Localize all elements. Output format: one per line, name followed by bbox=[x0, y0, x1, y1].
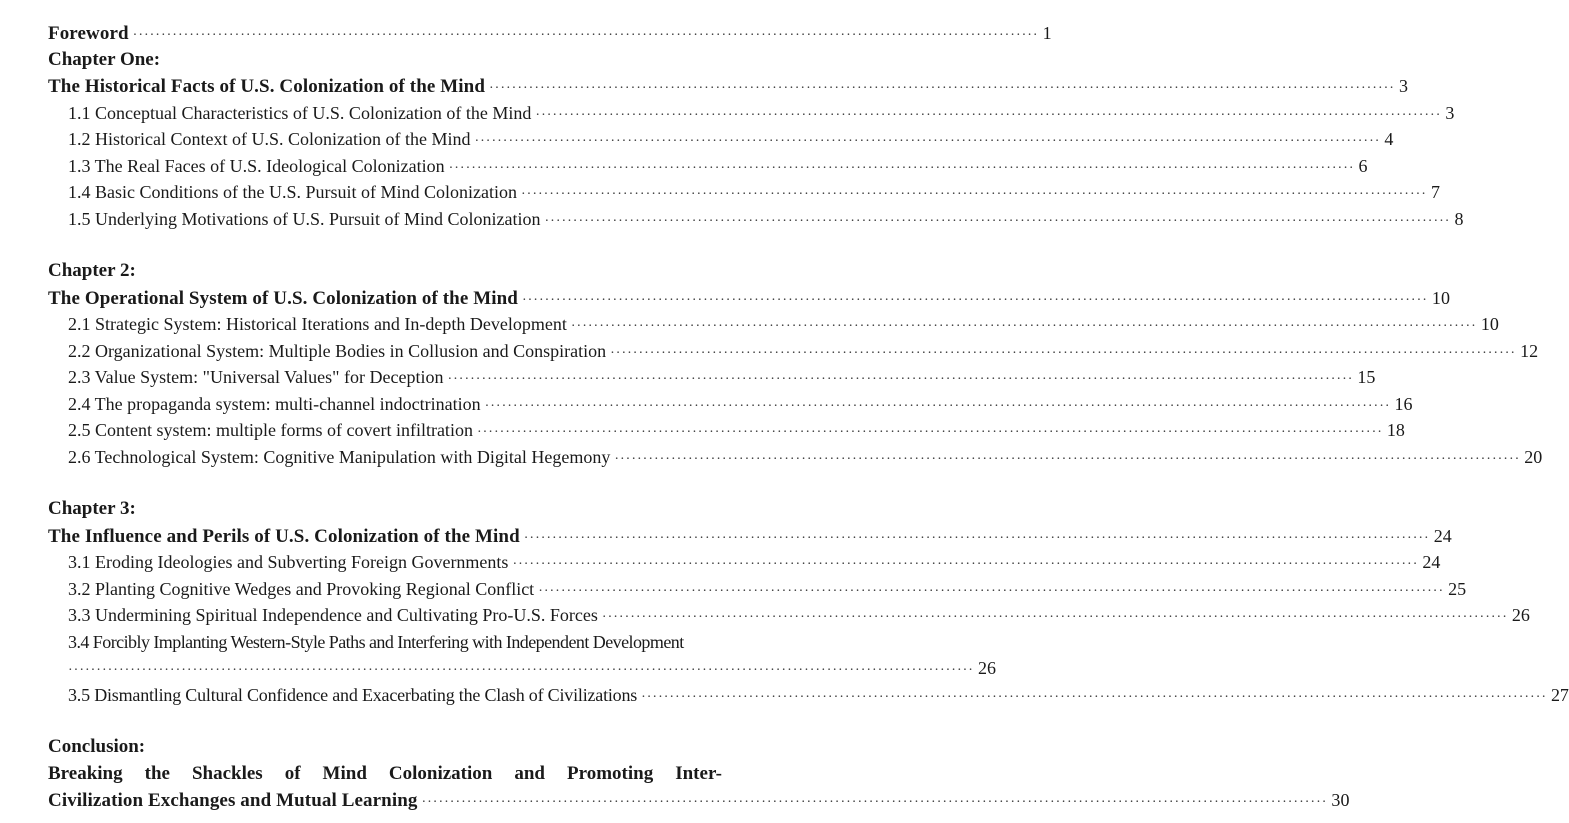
spacer bbox=[48, 708, 722, 734]
toc-entry-title: 2.4 The propaganda system: multi-channel indoctrination bbox=[68, 393, 481, 414]
toc-page-number: 18 bbox=[1386, 420, 1405, 440]
toc-page-number: 26 bbox=[1511, 605, 1530, 625]
toc-page-number: 27 bbox=[1551, 684, 1569, 705]
toc-entry[interactable] bbox=[48, 338, 1539, 365]
toc-page-number: 12 bbox=[1520, 340, 1539, 361]
toc-page-number: 24 bbox=[1433, 525, 1452, 546]
spacer bbox=[48, 232, 722, 258]
toc-entry[interactable] bbox=[48, 682, 1569, 709]
toc-entry-title: 3.5 Dismantling Cultural Confidence and Exacerbating the Clash of Civilizations bbox=[68, 684, 638, 705]
toc-entry[interactable] bbox=[48, 153, 1368, 180]
leader-dots bbox=[545, 209, 1451, 236]
toc-entry-title: 1.3 The Real Faces of U.S. Ideological Colonization bbox=[68, 155, 445, 176]
toc-entry[interactable] bbox=[48, 364, 1376, 391]
toc-entry-title: 3.3 Undermining Spiritual Independence and Cultivating Pro-U.S. Forces bbox=[68, 605, 598, 625]
toc-entry[interactable] bbox=[48, 179, 1440, 206]
toc-entry[interactable] bbox=[48, 576, 1467, 603]
leader-dots bbox=[449, 156, 1355, 183]
leader-dots bbox=[602, 605, 1508, 632]
toc-entry-title: The Operational System of U.S. Colonization of the Mind bbox=[48, 287, 518, 309]
leader-dots bbox=[521, 182, 1427, 209]
toc-entry-title: 2.6 Technological System: Cognitive Manipulation with Digital Hegemony bbox=[68, 446, 611, 467]
leader-dots bbox=[538, 579, 1444, 606]
leader-dots bbox=[489, 76, 1395, 103]
toc-page-number: 7 bbox=[1430, 182, 1440, 202]
chapter-heading: Chapter 2: bbox=[48, 260, 136, 281]
toc-page-number: 26 bbox=[977, 658, 996, 678]
leader-dots bbox=[512, 552, 1418, 579]
toc-entry-foreword[interactable] bbox=[48, 20, 1052, 47]
leader-dots bbox=[610, 341, 1516, 368]
toc-page-number: 15 bbox=[1357, 367, 1376, 387]
toc-page-number: 4 bbox=[1384, 129, 1394, 149]
toc-entry-title: 2.3 Value System: "Universal Values" for Deception bbox=[68, 367, 444, 387]
leader-dots bbox=[421, 790, 1327, 817]
leader-dots bbox=[571, 314, 1477, 341]
toc-chapter-title[interactable] bbox=[48, 523, 1452, 550]
toc-entry-title: 3.2 Planting Cognitive Wedges and Provoking Regional Conflict bbox=[68, 578, 535, 599]
toc-entry[interactable] bbox=[48, 417, 1405, 444]
toc-entry-continuation[interactable] bbox=[48, 655, 996, 682]
toc-entry[interactable] bbox=[48, 206, 1464, 233]
toc-entry-title: 1.5 Underlying Motivations of U.S. Pursuit of Mind Colonization bbox=[68, 208, 541, 229]
toc-page-number: 20 bbox=[1524, 446, 1543, 467]
toc-conclusion-title-line2[interactable] bbox=[48, 787, 1350, 814]
toc-page-number: 24 bbox=[1422, 552, 1441, 572]
toc-entry-title: 2.1 Strategic System: Historical Iterations and In-depth Development bbox=[68, 314, 567, 334]
toc-entry-wrapped[interactable] bbox=[48, 629, 722, 656]
toc-page-number: 6 bbox=[1358, 155, 1368, 176]
leader-dots bbox=[522, 288, 1428, 315]
leader-dots bbox=[447, 367, 1353, 394]
chapter-heading: Chapter 3: bbox=[48, 498, 136, 519]
toc-entry-title: Civilization Exchanges and Mutual Learning bbox=[48, 790, 418, 811]
toc-entry[interactable] bbox=[48, 549, 1441, 576]
toc-page-number: 3 bbox=[1445, 102, 1455, 123]
toc-page-number: 8 bbox=[1454, 208, 1464, 229]
leader-dots bbox=[485, 394, 1391, 421]
leader-dots bbox=[535, 103, 1441, 130]
toc-entry-title: 1.4 Basic Conditions of the U.S. Pursuit of Mind Colonization bbox=[68, 182, 517, 202]
leader-dots bbox=[474, 129, 1380, 156]
conclusion-heading: Conclusion: bbox=[48, 736, 146, 757]
toc-chapter-title[interactable] bbox=[48, 73, 1409, 100]
toc-entry-title: 2.2 Organizational System: Multiple Bodies in Collusion and Conspiration bbox=[68, 340, 607, 361]
toc-page-number: 10 bbox=[1431, 287, 1451, 308]
leader-dots bbox=[477, 420, 1383, 447]
leader-dots bbox=[524, 526, 1430, 553]
toc-entry[interactable] bbox=[48, 100, 1455, 127]
toc-conclusion-title-line1[interactable]: Breaking the Shackles of Mind Colonization and Promoting Inter- bbox=[48, 762, 722, 784]
leader-dots bbox=[641, 685, 1547, 712]
toc-page-number: 30 bbox=[1331, 790, 1350, 810]
leader-dots bbox=[614, 447, 1520, 474]
toc-chapter-title[interactable] bbox=[48, 285, 1451, 312]
toc-entry-title: 1.1 Conceptual Characteristics of U.S. Colonization of the Mind bbox=[68, 102, 532, 123]
toc-entry-title: The Historical Facts of U.S. Colonization of the Mind bbox=[48, 76, 486, 97]
chapter-heading: Chapter One: bbox=[48, 48, 161, 70]
toc-entry[interactable] bbox=[48, 444, 1543, 471]
toc-entry-title: 1.2 Historical Context of U.S. Colonization of the Mind bbox=[68, 129, 471, 149]
spacer bbox=[48, 470, 722, 496]
table-of-contents bbox=[48, 20, 1569, 814]
toc-entry-title: 3.4 Forcibly Implanting Western-Style Paths and Interfering with Independent Development bbox=[68, 631, 684, 652]
toc-page-number: 3 bbox=[1398, 76, 1409, 96]
toc-page-number: 16 bbox=[1394, 393, 1413, 414]
toc-page-number: 1 bbox=[1042, 23, 1052, 43]
toc-entry[interactable] bbox=[48, 391, 1413, 418]
leader-dots bbox=[133, 23, 1039, 50]
toc-entry-title: Foreword bbox=[48, 23, 129, 44]
toc-entry-title: 2.5 Content system: multiple forms of covert infiltration bbox=[68, 420, 473, 440]
toc-entry[interactable] bbox=[48, 126, 1394, 153]
toc-page-number: 25 bbox=[1448, 578, 1467, 599]
toc-entry[interactable] bbox=[48, 602, 1530, 629]
toc-entry-title: 3.1 Eroding Ideologies and Subverting Foreign Governments bbox=[68, 552, 509, 572]
toc-entry-title: The Influence and Perils of U.S. Colonization of the Mind bbox=[48, 525, 520, 547]
toc-entry[interactable] bbox=[48, 311, 1499, 338]
toc-page-number: 10 bbox=[1480, 314, 1499, 334]
